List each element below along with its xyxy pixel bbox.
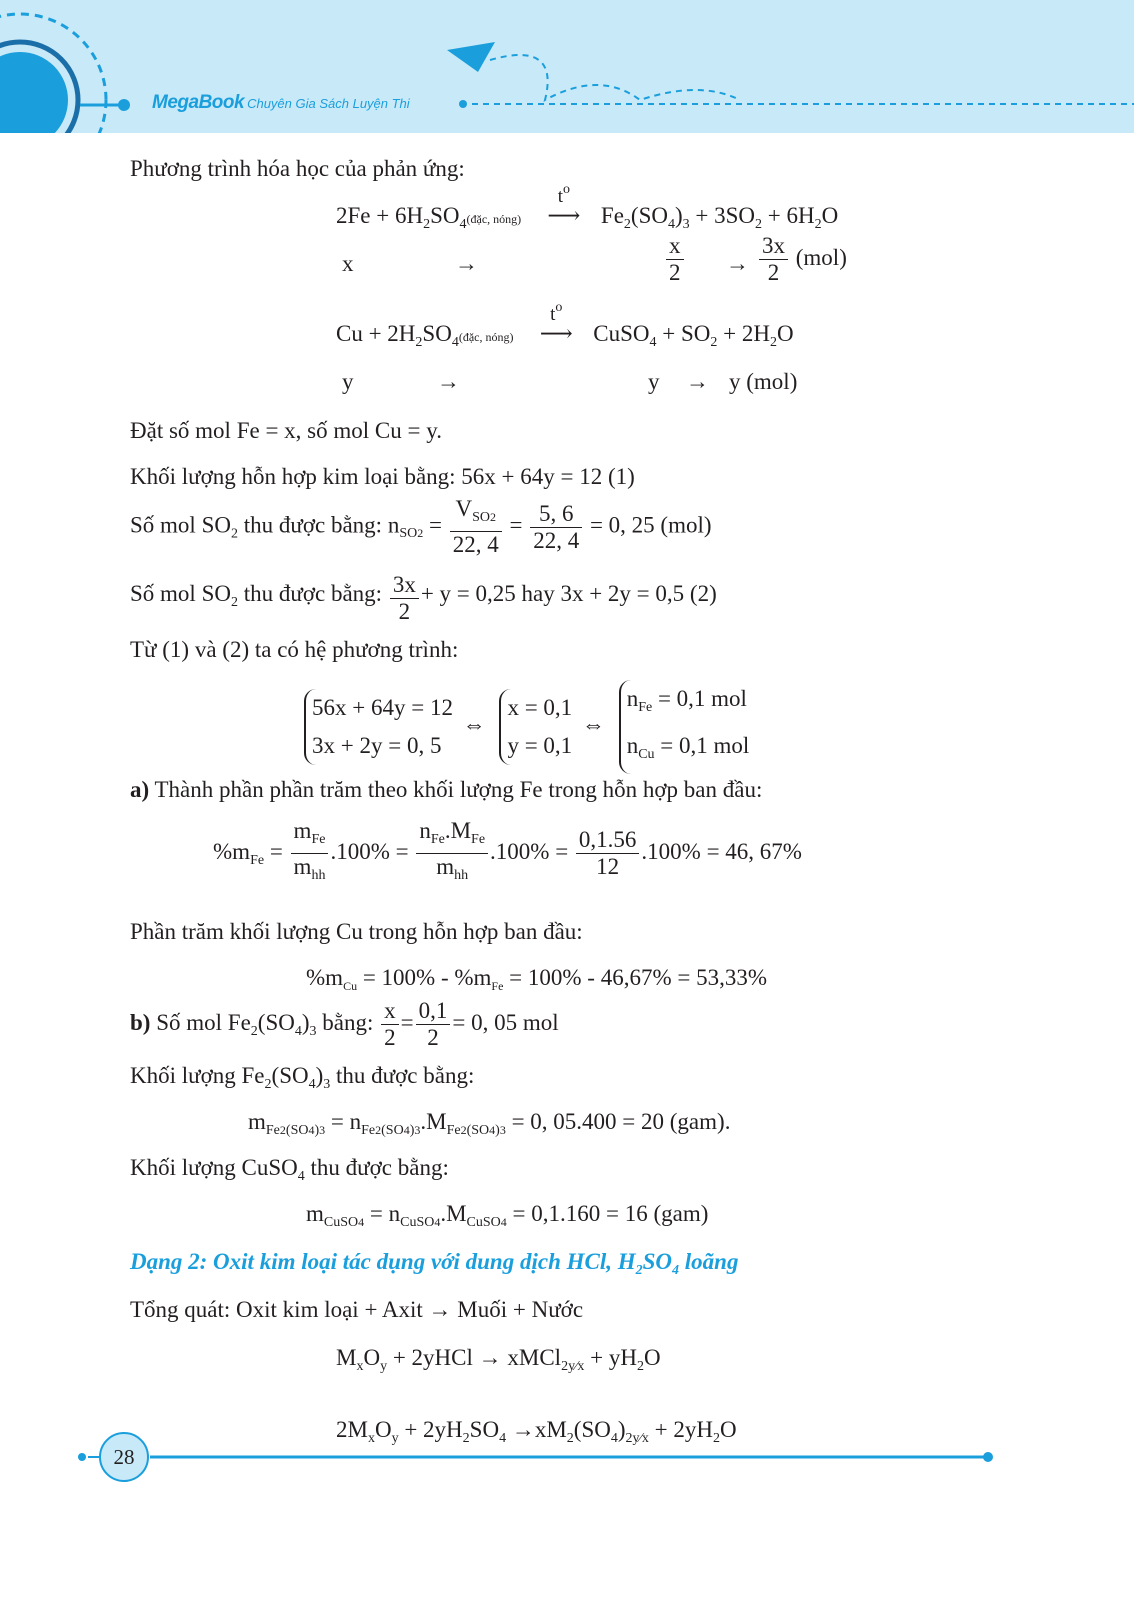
cuso4-equation: $m_{CuSO4} = n_{CuSO4}.M_{CuSO4} = 0,1.160 = 16$ (gam) [306, 1201, 709, 1230]
so2-mol-line: Số mol $SO_2$ thu được bằng: $n_{SO2}$ = $\frac{V_{SO2}}{22, 4}$ = $\frac{5, 6}{22, 4}$ = 0, 25 (mol) [130, 496, 712, 557]
stoich-arrow-2: → [726, 251, 749, 276]
heat-arrow: $t^o$ ⟶ [539, 300, 573, 346]
general-eq-h2so4: $2M_xO_y + 2yH_2SO_4 \to xM_2(SO_4)_{2y⁄x} + 2yH_2O$ [336, 1417, 737, 1446]
so2-mol-line-2: Số mol $SO_2$ thu được bằng: $\frac{3x}{2}$ + y = 0,25 hay 3x + 2y = 0,5 (2) [130, 572, 717, 624]
equation-system: 56x + 64y = 12 3x + 2y = 0, 5 ⇔ x = 0,1 y = 0,1 ⇔ $n_{Fe} = 0,1$ mol $n_{Cu} = 0,1$ mol [300, 680, 749, 774]
pct-fe-equation: $\%m_{Fe}$ = $\frac{m_{Fe}}{m_{hh}}$ .100% = $\frac{n_{Fe}.M_{Fe}}{m_{hh}}$ .100% = $\frac{0,1.56}{12}$ .100% = 46, 67% [213, 818, 802, 883]
stoich-y-2: y [648, 369, 660, 394]
brand [152, 92, 410, 114]
pct-cu-equation: $\%m_{Cu} = 100\% - \%m_{Fe} = 100\% - 46,67\% = 53,33\%$ [306, 965, 768, 993]
intro-line: Phương trình hóa học của phản ứng: [130, 156, 465, 181]
brand-logo: MegaBook [152, 92, 245, 113]
stoich-arrow-3: → [437, 369, 460, 394]
stoich-x: x [342, 251, 354, 276]
stoich-arrow-1: → [455, 251, 478, 276]
reaction-fe: $2Fe + 6H_2SO_4(đặc$, nóng) $t^o$ ⟶ $Fe_2(SO_4)_3 + 3SO_2 + 6H_2O$ [336, 182, 839, 232]
stoich-arrow-4: → [686, 369, 709, 394]
part-a-line: a) Thành phần phần trăm theo khối lượng Fe trong hỗn hợp ban đầu: [130, 777, 763, 802]
mass-equation: Khối lượng hỗn hợp kim loại bằng: 56x + 64y = 12 (1) [130, 464, 635, 489]
section-heading: Dạng 2: Oxit kim loại tác dụng với dung dịch HCl, $H_2SO_4$ loãng [130, 1249, 739, 1278]
mass-fe2so43-equation: $m_{Fe2(SO4)3} = n_{Fe2(SO4)3}.M_{Fe2(SO4)3} = 0$, 05.400 = 20 (gam). [248, 1109, 731, 1138]
page-header [0, 0, 1134, 133]
footer-line [0, 1437, 1134, 1477]
brand-tagline: Chuyên Gia Sách Luyện Thi [247, 96, 410, 111]
stoich-y: y [342, 369, 354, 394]
general-eq-hcl: $M_xO_y$ + 2yHCl → xMCl$_{2y⁄x}$ + $yH_2O$ [336, 1345, 661, 1374]
stoich-y-mol: y (mol) [729, 369, 798, 394]
paper-plane-icon [447, 42, 495, 72]
reaction-cu: $Cu + 2H_2SO_4(đặc$, nóng) $t^o$ ⟶ CuSO$_4$ + $SO_2 + 2H_2O$ [336, 300, 794, 350]
general-line: Tổng quát: Oxit kim loại + Axit → Muối + Nước [130, 1297, 584, 1322]
stoich-x-over-2: $\frac{x}{2}$ [664, 233, 686, 286]
mass-fe2so43-intro: Khối lượng $Fe_2(SO_4)_3$ thu được bằng: [130, 1063, 475, 1092]
let-line: Đặt số mol Fe = x, số mol Cu = y. [130, 418, 442, 443]
stoich-3x-over-2: $\frac{3x}{2}$ (mol) [757, 233, 847, 286]
heat-arrow: $t^o$ ⟶ [547, 182, 581, 228]
system-intro: Từ (1) và (2) ta có hệ phương trình: [130, 637, 459, 662]
part-b-line: b) Số mol $Fe_2(SO_4)_3$ bằng: $\frac{x}{2}$ = $\frac{0,1}{2}$ = 0, 05 mol [130, 998, 559, 1050]
cu-intro: Phần trăm khối lượng Cu trong hỗn hợp ban đầu: [130, 919, 583, 944]
cuso4-intro: Khối lượng CuSO$_4$ thu được bằng: [130, 1155, 449, 1184]
page-number: 28 [99, 1432, 149, 1482]
